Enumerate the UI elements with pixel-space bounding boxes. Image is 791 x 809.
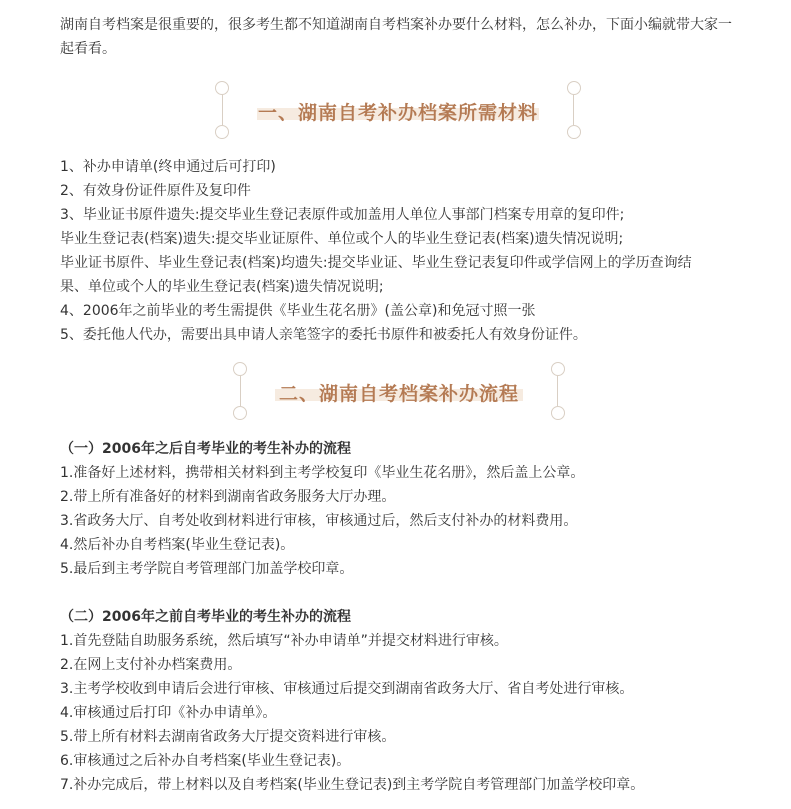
ornament-circle-icon (233, 406, 247, 420)
ornament-circle-icon (567, 125, 581, 139)
ornament-circle-icon (567, 81, 581, 95)
step-item: 3.主考学校收到申请后会进行审核、审核通过后提交到湖南省政务大厅、省自考处进行审核。 (60, 681, 634, 697)
ornament-circle-icon (215, 125, 229, 139)
subsection1-heading: （一）2006年之后自考毕业的考生补办的流程 (60, 441, 351, 457)
step-item: 1.首先登陆自助服务系统，然后填写“补办申请单”并提交材料进行审核。 (60, 633, 508, 649)
section1-header (215, 81, 581, 145)
step-item: 4.审核通过后打印《补办申请单》。 (60, 705, 277, 721)
step-item: 2.在网上支付补办档案费用。 (60, 657, 242, 673)
list-item: 毕业证书原件、毕业生登记表(档案)均遗失:提交毕业证、毕业生登记表复印件或学信网上的学历查询结 (60, 255, 692, 271)
step-item: 6.审核通过之后补办自考档案(毕业生登记表)。 (60, 753, 351, 769)
step-item: 5.带上所有材料去湖南省政务大厅提交资料进行审核。 (60, 729, 396, 745)
ornament-line (240, 376, 241, 406)
list-item: 毕业生登记表(档案)遗失:提交毕业证原件、单位或个人的毕业生登记表(档案)遗失情况说明; (60, 231, 624, 247)
list-item: 3、毕业证书原件遗失:提交毕业生登记表原件或加盖用人单位人事部门档案专用章的复印件; (60, 207, 625, 223)
step-item: 1.准备好上述材料，携带相关材料到主考学校复印《毕业生花名册》，然后盖上公章。 (60, 465, 585, 481)
ornament-circle-icon (233, 362, 247, 376)
ornament-line (222, 95, 223, 125)
subsection2-heading: （二）2006年之前自考毕业的考生补办的流程 (60, 609, 351, 625)
list-item: 4、2006年之前毕业的考生需提供《毕业生花名册》(盖公章)和免冠寸照一张 (60, 303, 536, 319)
step-item: 7.补办完成后，带上材料以及自考档案(毕业生登记表)到主考学院自考管理部门加盖学校印章。 (60, 777, 645, 793)
ornament-circle-icon (551, 362, 565, 376)
step-item: 4.然后补办自考档案(毕业生登记表)。 (60, 537, 295, 553)
step-item: 2.带上所有准备好的材料到湖南省政务服务大厅办理。 (60, 489, 396, 505)
list-item: 5、委托他人代办，需要出具申请人亲笔签字的委托书原件和被委托人有效身份证件。 (60, 327, 587, 343)
section2-title: 二、湖南自考档案补办流程 (278, 383, 519, 405)
ornament-line (573, 95, 574, 125)
ornament-circle-icon (215, 81, 229, 95)
step-item: 5.最后到主考学院自考管理部门加盖学校印章。 (60, 561, 354, 577)
list-item: 1、补办申请单(终申通过后可打印) (60, 159, 276, 175)
ornament-circle-icon (551, 406, 565, 420)
intro-paragraph: 湖南自考档案是很重要的，很多考生都不知道湖南自考档案补办要什么材料，怎么补办，下面小编就带大家一起看看。 (60, 17, 732, 57)
ornament-line (557, 376, 558, 406)
list-item: 2、有效身份证件原件及复印件 (60, 183, 251, 199)
step-item: 3.省政务大厅、自考处收到材料进行审核，审核通过后，然后支付补办的材料费用。 (60, 513, 578, 529)
section1-title: 一、湖南自考补办档案所需材料 (257, 102, 538, 124)
list-item: 果、单位或个人的毕业生登记表(档案)遗失情况说明; (60, 279, 384, 295)
section2-header (233, 362, 565, 426)
